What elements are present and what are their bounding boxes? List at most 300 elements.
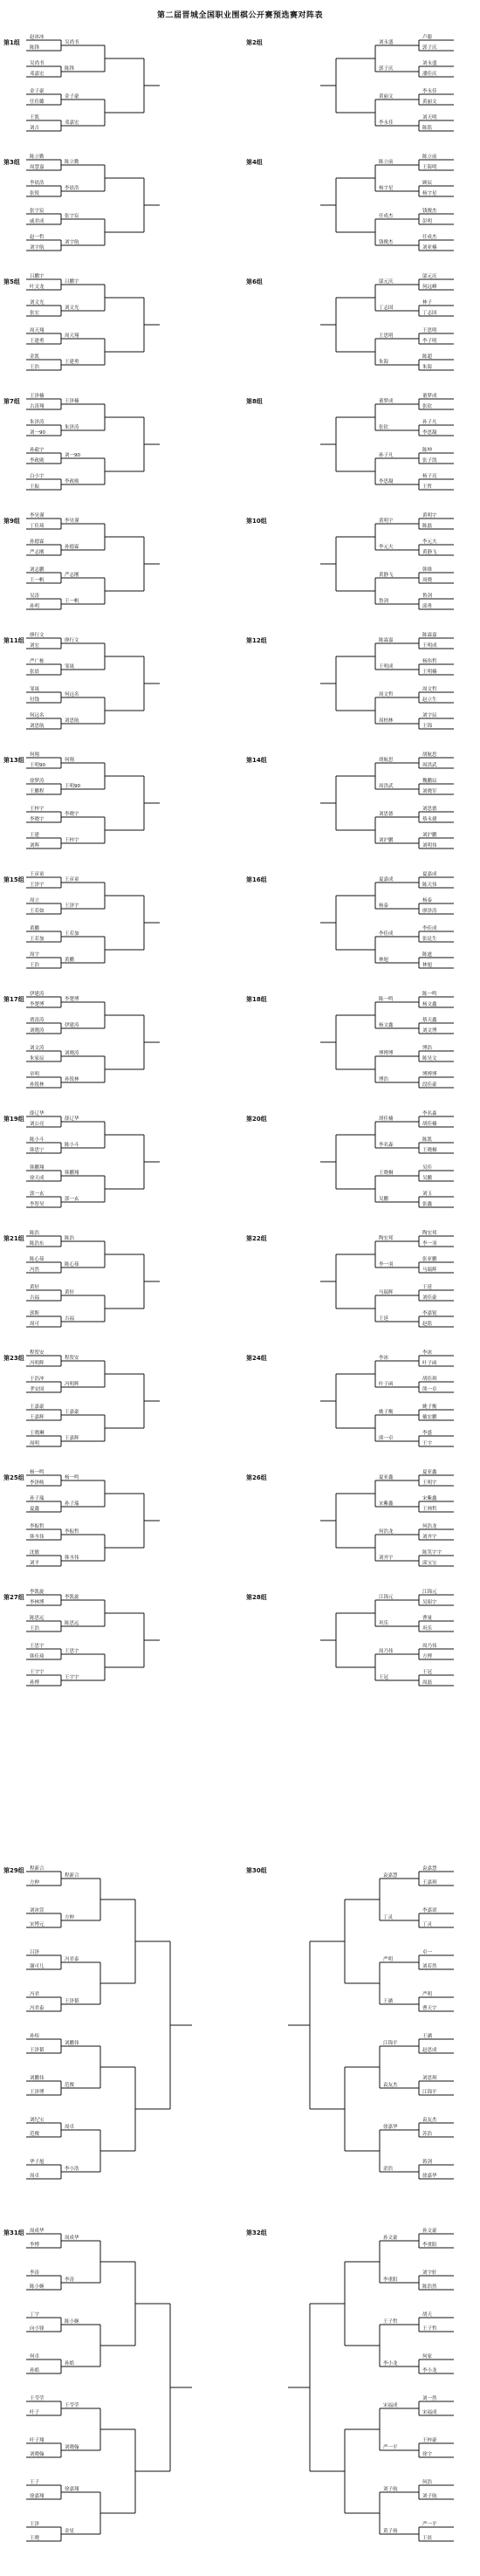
player-name: 刘永盛 bbox=[422, 61, 437, 66]
player-name: 华子旭 bbox=[30, 2160, 45, 2165]
winner-name: 王泽宇 bbox=[65, 903, 79, 909]
player-name: 孙锐林 bbox=[30, 1082, 45, 1088]
player-name: 金凯 bbox=[30, 354, 40, 360]
group-label: 第20组 bbox=[246, 1116, 267, 1123]
winner-name: 宋福成 bbox=[383, 2403, 398, 2408]
winner-name: 陶宏邦 bbox=[379, 1236, 394, 1241]
player-name: 王浩 bbox=[30, 1626, 40, 1631]
player-name: 姚子衡 bbox=[422, 1405, 437, 1410]
player-name: 韩鹏翔 bbox=[30, 1165, 45, 1171]
player-name: 顾辰 bbox=[422, 181, 433, 186]
player-name: 李名森 bbox=[422, 1111, 437, 1116]
winner-name: 博博博 bbox=[379, 1051, 394, 1056]
player-name: 胡天 bbox=[422, 2312, 433, 2318]
player-name: 刘晓涛 bbox=[30, 1028, 45, 1034]
bracket-lines bbox=[0, 1104, 480, 1209]
winner-name: 李一羽 bbox=[379, 1262, 394, 1267]
player-name: 韩思宁 bbox=[30, 1148, 45, 1153]
player-name: 吴昭宇 bbox=[422, 1600, 437, 1605]
player-name: 王明90 bbox=[30, 763, 45, 768]
player-name: 严广栋 bbox=[30, 659, 45, 664]
player-name: 伊建涛 bbox=[30, 992, 45, 997]
winner-name: 李冰 bbox=[379, 1356, 389, 1361]
player-name: 周卓 bbox=[30, 2174, 40, 2179]
player-name: 冯君 bbox=[30, 1992, 40, 1997]
player-name: 吕泽 bbox=[30, 1950, 40, 1955]
player-name: 丁志国 bbox=[422, 311, 437, 316]
player-name: 陈立前 bbox=[422, 155, 437, 160]
winner-name: 李小龙 bbox=[383, 2361, 398, 2366]
player-name: 戚君成 bbox=[30, 219, 45, 224]
winner-name: 金星 bbox=[65, 2529, 75, 2534]
group-label: 第17组 bbox=[3, 996, 24, 1003]
player-name: 魏鹏辰 bbox=[422, 779, 437, 784]
winner-name: 王思明 bbox=[379, 333, 394, 339]
winner-name: 孙子瑞 bbox=[65, 1501, 79, 1507]
player-name: 韩丞伟 bbox=[30, 1535, 45, 1540]
winner-name: 李振哲 bbox=[65, 1529, 79, 1535]
player-name: 李昊谨 bbox=[30, 513, 45, 519]
player-name: 周成华 bbox=[30, 2229, 45, 2234]
winner-name: 李元夫 bbox=[379, 545, 394, 550]
group-2 bbox=[0, 28, 480, 133]
player-name: 王晨 bbox=[422, 2536, 433, 2541]
winner-name: 王莹莹 bbox=[65, 2403, 79, 2408]
player-name: 徐梦涛 bbox=[30, 779, 45, 784]
player-name: 古涛翔 bbox=[30, 404, 45, 409]
winner-name: 伊建涛 bbox=[65, 1023, 79, 1028]
player-name: 朱泽涛 bbox=[30, 420, 45, 425]
winner-name: 朱泽涛 bbox=[65, 425, 79, 430]
winner-name: 杨宇星 bbox=[379, 186, 394, 191]
player-name: 王涵 bbox=[422, 2034, 433, 2039]
player-name: 李一羽 bbox=[422, 1241, 437, 1247]
player-name: 陈浩然 bbox=[422, 2284, 437, 2290]
player-name: 王泽韬 bbox=[30, 2048, 45, 2053]
group-label: 第27组 bbox=[3, 1594, 24, 1601]
winner-name: 薛辽华 bbox=[65, 1116, 79, 1122]
player-name: 袁嘉慧 bbox=[422, 1866, 437, 1872]
player-name: 潘佳庆 bbox=[422, 72, 437, 77]
winner-name: 周洪武 bbox=[379, 784, 394, 789]
player-name: 刘文博 bbox=[422, 1028, 437, 1034]
player-name: 刘晓军 bbox=[422, 789, 437, 794]
player-name: 黄静飞 bbox=[422, 550, 437, 555]
player-name: 王泽楠 bbox=[30, 394, 45, 399]
player-name: 方伸 bbox=[30, 1880, 40, 1886]
player-name: 周慧嘉 bbox=[30, 165, 45, 170]
player-name: 王晓 bbox=[30, 2536, 40, 2541]
player-name: 李泽岐 bbox=[30, 1480, 45, 1486]
bracket-lines bbox=[0, 2222, 480, 2571]
player-name: 刘天明 bbox=[422, 115, 437, 120]
winner-name: 王冠 bbox=[379, 1675, 389, 1680]
player-name: 王彦童 bbox=[30, 872, 45, 877]
winner-name: 刘鹏伟 bbox=[65, 2041, 79, 2046]
player-name: 蔡永捷 bbox=[422, 817, 437, 822]
group-26 bbox=[0, 1463, 480, 1568]
player-name: 刘晖 bbox=[30, 843, 40, 848]
player-name: 周乃伟 bbox=[422, 1644, 437, 1649]
group-label: 第4组 bbox=[246, 159, 263, 166]
winner-name: 邬元庆 bbox=[379, 279, 394, 285]
winner-name: 黄明宇 bbox=[379, 519, 394, 524]
player-name: 何卓 bbox=[30, 2354, 40, 2360]
player-name: 李永佳 bbox=[422, 89, 437, 94]
player-name: 周立 bbox=[30, 898, 40, 903]
player-name: 周晓 bbox=[422, 578, 433, 583]
bracket-lines bbox=[0, 1343, 480, 1448]
winner-name: 王泽楠 bbox=[65, 399, 79, 404]
bracket-lines bbox=[0, 626, 480, 731]
winner-name: 陈思远 bbox=[65, 1621, 79, 1626]
player-name: 刘宇辰 bbox=[422, 713, 437, 718]
winner-name: 刘宇航 bbox=[65, 240, 79, 245]
player-name: 陈笑宇宇 bbox=[422, 1550, 442, 1556]
winner-name: 王嘉豪 bbox=[65, 1410, 79, 1415]
player-name: 刘宇轩 bbox=[422, 2270, 437, 2276]
winner-name: 陈一鸣 bbox=[379, 997, 394, 1002]
player-name: 王凯 bbox=[30, 115, 40, 120]
player-name: 赵一哲 bbox=[30, 235, 45, 240]
player-name: 丁宇 bbox=[30, 2312, 40, 2318]
winner-name: 孙文豪 bbox=[383, 2236, 398, 2241]
group-label: 第26组 bbox=[246, 1474, 267, 1481]
player-name: 刘佳豪 bbox=[422, 1295, 437, 1301]
winner-name: 黄子扬 bbox=[383, 2529, 398, 2534]
winner-name: 袁友杰 bbox=[383, 2083, 398, 2088]
winner-name: 周成华 bbox=[65, 2236, 79, 2241]
winner-name: 孙锐林 bbox=[65, 1077, 79, 1082]
group-20 bbox=[0, 1104, 480, 1209]
group-label: 第10组 bbox=[246, 518, 267, 525]
player-name: 丁佳琦 bbox=[30, 524, 45, 529]
player-name: 李博 bbox=[30, 2243, 40, 2248]
player-name: 赵思成 bbox=[422, 2048, 437, 2053]
player-name: 吴鹏 bbox=[422, 1176, 433, 1181]
player-name: 廖行文 bbox=[30, 633, 45, 638]
player-name: 王明宇 bbox=[422, 1480, 437, 1486]
player-name: 王子 bbox=[30, 2480, 40, 2485]
player-name: 胡佳楠 bbox=[422, 1122, 437, 1127]
player-name: 张亚鹏 bbox=[422, 1257, 437, 1262]
winner-name: 任成杰 bbox=[379, 214, 394, 219]
player-name: 程新合 bbox=[30, 1866, 45, 1872]
player-name: 陈坤 bbox=[422, 448, 433, 453]
winner-name: 邓嘉宏 bbox=[65, 120, 79, 126]
group-label: 第32组 bbox=[246, 2229, 267, 2236]
bracket-lines bbox=[0, 28, 480, 133]
winner-name: 刘子航 bbox=[383, 2487, 398, 2492]
winner-name: 李佳成 bbox=[379, 931, 394, 937]
winner-name: 程新合 bbox=[65, 1873, 79, 1879]
winner-name: 严志刚 bbox=[65, 573, 79, 578]
player-name: 刘宇航 bbox=[30, 245, 45, 251]
bracket-lines bbox=[0, 267, 480, 372]
winner-name: 王明90 bbox=[65, 784, 80, 789]
group-6 bbox=[0, 267, 480, 372]
player-name: 周磊 bbox=[422, 1680, 433, 1686]
player-name: 林旭 bbox=[422, 963, 433, 968]
player-name: 钱俊杰 bbox=[422, 209, 437, 214]
winner-name: 韩丞伟 bbox=[65, 1556, 79, 1561]
player-name: 刘思琪 bbox=[422, 2076, 437, 2081]
player-name: 丁灵 bbox=[422, 1922, 433, 1927]
player-name: 周文哲 bbox=[422, 687, 437, 692]
player-name: 孝安国 bbox=[30, 1387, 45, 1392]
winner-name: 朱海 bbox=[379, 360, 389, 365]
winner-name: 黄轩 bbox=[65, 1290, 75, 1295]
player-name: 周明 bbox=[30, 1441, 40, 1446]
player-name: 董梦成 bbox=[422, 394, 437, 399]
player-name: 徐嘉翔 bbox=[30, 2494, 45, 2499]
player-name: 李子明 bbox=[422, 339, 437, 344]
player-name: 陈昊文 bbox=[422, 1056, 437, 1061]
player-name: 王明楠 bbox=[422, 670, 437, 675]
winner-name: 王思宇 bbox=[65, 1649, 79, 1654]
player-name: 孙明 bbox=[30, 604, 40, 609]
group-label: 第28组 bbox=[246, 1594, 267, 1601]
player-name: 郭斯 bbox=[30, 1311, 40, 1316]
group-label: 第6组 bbox=[246, 278, 263, 285]
group-label: 第31组 bbox=[3, 2229, 24, 2236]
winner-name: 黄鹏 bbox=[65, 958, 75, 963]
player-name: 徐嘉华 bbox=[422, 2174, 437, 2179]
player-name: 何浩 bbox=[422, 2480, 433, 2485]
player-name: 戴宏鹏 bbox=[422, 1415, 437, 1420]
player-name: 任成杰 bbox=[422, 235, 437, 240]
player-name: 王若如 bbox=[30, 909, 45, 914]
player-name: 李林博 bbox=[30, 1600, 45, 1605]
player-name: 章明 bbox=[30, 1072, 40, 1077]
winner-name: 李楚博 bbox=[65, 997, 79, 1002]
player-name: 卢聪 bbox=[422, 35, 433, 40]
player-name: 刘冰萱 bbox=[30, 1908, 45, 1913]
player-name: 王嘉豪 bbox=[30, 1405, 45, 1410]
player-name: 博浩 bbox=[422, 1046, 433, 1051]
bracket-lines bbox=[0, 745, 480, 850]
player-name: 任佳璐 bbox=[30, 100, 45, 105]
player-name: 薛辽华 bbox=[30, 1111, 45, 1116]
player-name: 韩佳琦 bbox=[30, 1654, 45, 1659]
player-name: 朱家辰 bbox=[30, 1056, 45, 1061]
winner-name: 吴鹏 bbox=[379, 1197, 389, 1202]
group-label: 第19组 bbox=[3, 1116, 24, 1123]
group-12 bbox=[0, 626, 480, 731]
player-name: 王延 bbox=[422, 1285, 433, 1290]
winner-name: 何浩龙 bbox=[379, 1529, 394, 1535]
player-name: 刘文涛 bbox=[30, 1046, 45, 1051]
winner-name: 刘文光 bbox=[65, 306, 79, 311]
group-label: 第3组 bbox=[3, 159, 20, 166]
winner-name: 程贺安 bbox=[65, 1356, 79, 1361]
player-name: 王宇宇 bbox=[30, 1670, 45, 1675]
player-name: 张晨 bbox=[30, 670, 40, 675]
group-label: 第23组 bbox=[3, 1355, 24, 1362]
winner-name: 韩鹏翔 bbox=[65, 1171, 79, 1176]
player-name: 黄明宇 bbox=[422, 513, 437, 519]
winner-name: 余浩 bbox=[383, 2167, 394, 2172]
winner-name: 孙德霖 bbox=[65, 545, 79, 550]
winner-name: 冯明辉 bbox=[65, 1382, 79, 1387]
player-name: 胡佳琪 bbox=[422, 1377, 437, 1382]
player-name: 博博博 bbox=[422, 1072, 437, 1077]
winner-name: 李永佳 bbox=[379, 120, 394, 126]
player-name: 黄轩 bbox=[30, 1285, 40, 1290]
player-name: 王振 bbox=[30, 484, 40, 490]
player-name: 朱海 bbox=[422, 365, 433, 370]
bracket-lines bbox=[0, 1224, 480, 1329]
winner-name: 钱俊杰 bbox=[379, 240, 394, 245]
player-name: 邱宝宝 bbox=[422, 1561, 437, 1566]
player-name: 陈凯 bbox=[422, 1137, 433, 1143]
winner-name: 王晓桐 bbox=[379, 1171, 394, 1176]
player-name: 杨一鸣 bbox=[30, 1470, 45, 1475]
player-name: 金子豪 bbox=[30, 89, 45, 94]
player-name: 李元夫 bbox=[422, 539, 437, 545]
player-name: 王梓豪 bbox=[422, 2438, 437, 2443]
winner-name: 陈心茹 bbox=[65, 1262, 79, 1267]
player-name: 王鹏程 bbox=[30, 789, 45, 794]
winner-name: 姚子衡 bbox=[379, 1410, 394, 1415]
winner-name: 周文哲 bbox=[379, 692, 394, 697]
player-name: 李政勋 bbox=[30, 458, 45, 464]
player-name: 刘亚楠 bbox=[422, 245, 437, 251]
player-name: 蔡天鑫 bbox=[422, 1018, 437, 1023]
winner-name: 叶子函 bbox=[379, 1382, 394, 1387]
player-name: 刘沪鹏 bbox=[422, 833, 437, 838]
player-name: 王宇 bbox=[422, 1441, 433, 1446]
player-name: 付钱 bbox=[30, 697, 40, 703]
player-name: 刘晓翰 bbox=[30, 2452, 45, 2457]
winner-name: 宋紫鑫 bbox=[379, 1501, 394, 1507]
player-name: 刘吉 bbox=[30, 126, 40, 131]
group-16 bbox=[0, 865, 480, 970]
player-name: 蒋剑 bbox=[422, 2160, 433, 2165]
winner-name: 金子豪 bbox=[65, 94, 79, 100]
group-label: 第11组 bbox=[3, 637, 24, 644]
player-name: 叶子函 bbox=[422, 1361, 437, 1366]
winner-name: 董梦成 bbox=[379, 399, 394, 404]
player-name: 彭明 bbox=[422, 219, 433, 224]
player-name: 刘鹏伟 bbox=[30, 2076, 45, 2081]
player-name: 陈立勤 bbox=[30, 155, 45, 160]
player-name: 刘明伟 bbox=[422, 843, 437, 848]
winner-name: 严明 bbox=[383, 1957, 394, 1962]
winner-name: 王延 bbox=[379, 1316, 389, 1322]
winner-name: 刘齐宇 bbox=[379, 1556, 394, 1561]
group-label: 第16组 bbox=[246, 876, 267, 883]
player-name: 王建 bbox=[30, 833, 40, 838]
winner-name: 陈锋 bbox=[65, 66, 75, 72]
bracket-lines bbox=[0, 387, 480, 491]
player-name: 孙子凡 bbox=[422, 420, 437, 425]
player-name: 陈浩 bbox=[30, 1231, 40, 1236]
player-name: 王子哲 bbox=[422, 2326, 437, 2332]
player-name: 刘齐宇 bbox=[422, 1535, 437, 1540]
player-name: 王泽博 bbox=[30, 2090, 45, 2095]
winner-name: 郭一玄 bbox=[65, 1197, 79, 1202]
group-label: 第8组 bbox=[246, 398, 263, 405]
winner-name: 刘晓涛 bbox=[65, 1051, 79, 1056]
player-name: 邬元庆 bbox=[422, 274, 437, 279]
winner-name: 李小浩 bbox=[65, 2167, 79, 2172]
player-name: 袁友杰 bbox=[422, 2118, 437, 2123]
winner-name: 黄丽文 bbox=[379, 94, 394, 100]
player-name: 杨泰 bbox=[422, 898, 433, 903]
group-label: 第25组 bbox=[3, 1474, 24, 1481]
bracket-lines bbox=[0, 148, 480, 252]
player-name: 王锦 bbox=[422, 724, 433, 729]
player-name: 吴佳 bbox=[422, 1165, 433, 1171]
player-name: 宋福成 bbox=[422, 2410, 437, 2415]
winner-name: 陈立勤 bbox=[65, 160, 79, 165]
player-name: 冯然 bbox=[30, 1267, 40, 1273]
group-label: 第14组 bbox=[246, 757, 267, 764]
player-name: 杨伟哲 bbox=[422, 659, 437, 664]
player-name: 叶子翔 bbox=[30, 2438, 45, 2443]
group-30 bbox=[0, 1859, 480, 2208]
winner-name: 王若加 bbox=[65, 931, 79, 937]
player-name: 刘一然 bbox=[422, 2396, 437, 2401]
player-name: 宋博元 bbox=[30, 1922, 45, 1927]
winner-name: 孙皓 bbox=[65, 2361, 75, 2366]
winner-name: 李晓宇 bbox=[65, 812, 79, 817]
winner-name: 李政勋 bbox=[65, 479, 79, 484]
player-name: 张钦 bbox=[422, 404, 433, 409]
player-name: 王冠 bbox=[422, 1670, 433, 1675]
player-name: 徐宇 bbox=[422, 2452, 433, 2457]
winner-name: 何远名 bbox=[65, 692, 79, 697]
player-name: 孙博 bbox=[30, 1680, 40, 1686]
winner-name: 方伸 bbox=[65, 1915, 75, 1920]
player-name: 杨宇星 bbox=[422, 191, 437, 196]
player-name: 王海明 bbox=[422, 165, 437, 170]
winner-name: 胡航思 bbox=[379, 758, 394, 763]
player-name: 张子凯 bbox=[422, 458, 437, 464]
bracket-lines bbox=[0, 1463, 480, 1568]
group-8 bbox=[0, 387, 480, 491]
player-name: 夏亚鑫 bbox=[422, 1470, 437, 1475]
player-name: 陶宏邦 bbox=[422, 1231, 437, 1236]
page-title: 第二届晋城全国职业围棋公开赛预选赛对阵表 bbox=[156, 11, 323, 20]
winner-name: 王泽韬 bbox=[65, 1999, 79, 2004]
player-name: 孙炜 bbox=[30, 2034, 40, 2039]
winner-name: 冯君泰 bbox=[65, 1957, 79, 1962]
winner-name: 吉福 bbox=[65, 1316, 75, 1322]
winner-name: 袁嘉慧 bbox=[383, 1873, 398, 1879]
player-name: 陈铭 bbox=[422, 126, 433, 131]
player-name: 鲁剑 bbox=[422, 594, 433, 599]
winner-name: 张钦 bbox=[379, 425, 389, 430]
player-name: 李盛 bbox=[422, 1431, 433, 1436]
winner-name: 马瑞辉 bbox=[379, 1290, 394, 1295]
player-name: 刘子航 bbox=[422, 2494, 437, 2499]
winner-name: 鲁剑 bbox=[379, 599, 389, 604]
winner-name: 刘晓翰 bbox=[65, 2445, 79, 2450]
player-name: 刘纪宝 bbox=[30, 2118, 45, 2123]
player-name: 方博 bbox=[422, 1654, 433, 1659]
group-28 bbox=[0, 1583, 480, 1687]
winner-name: 李重阳 bbox=[383, 2277, 398, 2283]
player-name: 吴涛 bbox=[30, 594, 40, 599]
bracket-lines bbox=[0, 1859, 480, 2208]
winner-name: 徐嘉华 bbox=[383, 2125, 398, 2130]
winner-name: 李名森 bbox=[379, 1143, 394, 1148]
player-name: 王明成 bbox=[422, 643, 437, 649]
player-name: 王思宇 bbox=[30, 1644, 45, 1649]
group-10 bbox=[0, 506, 480, 611]
